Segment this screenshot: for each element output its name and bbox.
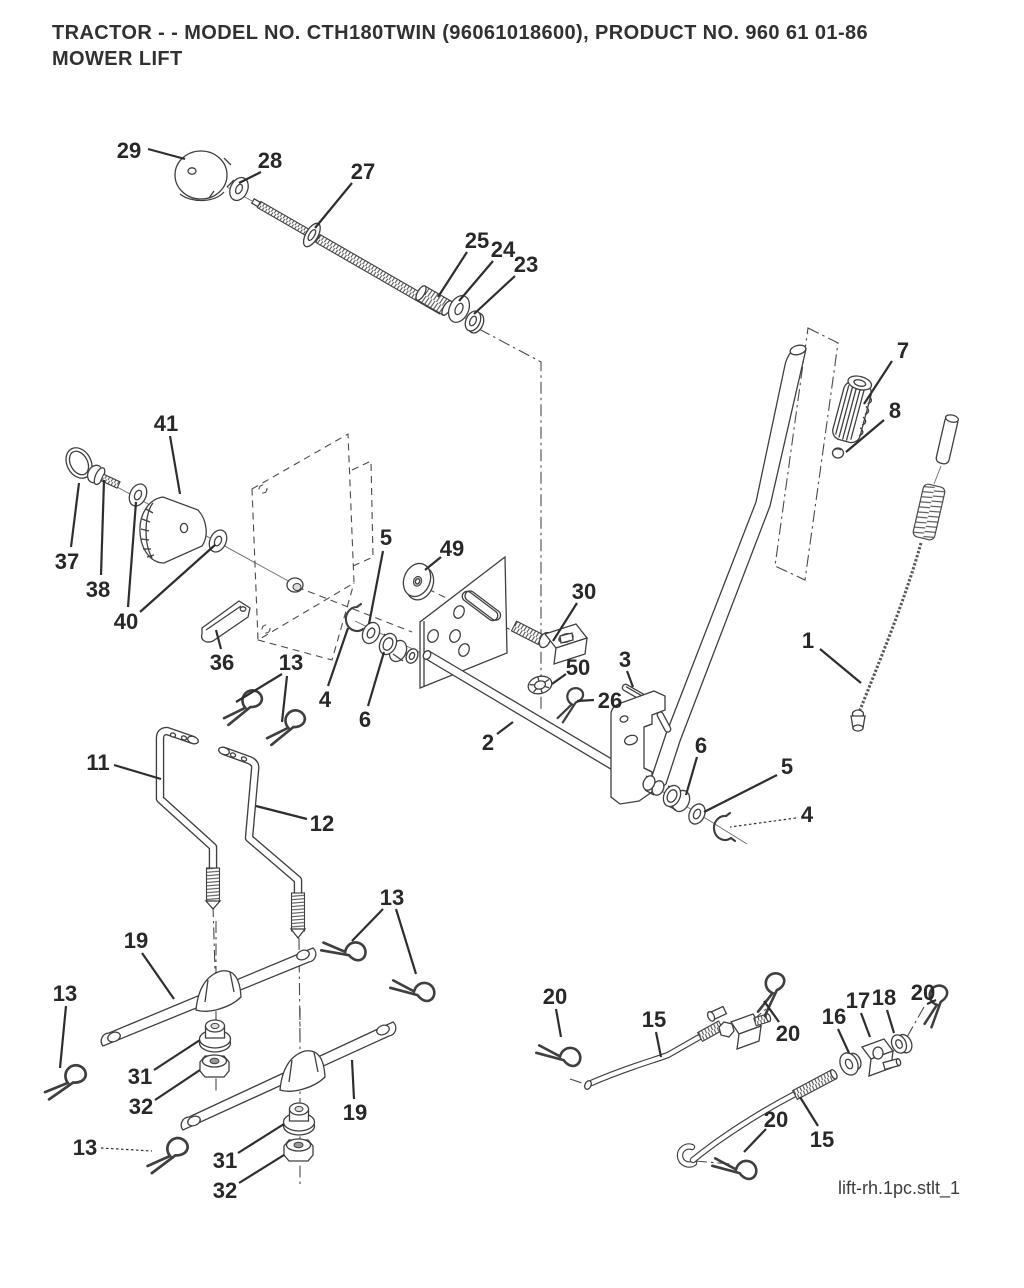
callout-leader-16	[838, 1029, 849, 1053]
part-label-29: 29	[116, 138, 142, 163]
part-40-washer-a	[126, 481, 150, 509]
callout-leader-13	[236, 674, 282, 702]
part-label-24: 24	[490, 237, 516, 262]
callout-leader-5	[704, 775, 777, 812]
callout-leader-13	[396, 909, 416, 974]
part-label-23: 23	[513, 252, 539, 277]
part-32-nut-lower	[284, 1139, 313, 1161]
part-label-13: 13	[52, 981, 78, 1006]
part-7-grip	[831, 373, 877, 445]
part-label-18: 18	[871, 985, 897, 1010]
part-label-25: 25	[464, 228, 490, 253]
callout-leader-32	[239, 1155, 284, 1183]
part-label-19: 19	[123, 928, 149, 953]
callout-leader-6	[368, 652, 384, 706]
part-label-30: 30	[571, 579, 597, 604]
callout-leader-40	[128, 502, 136, 607]
part-31-bushing-lower	[284, 1103, 315, 1135]
part-label-20: 20	[763, 1107, 789, 1132]
part-label-13: 13	[278, 650, 304, 675]
part-label-13: 13	[72, 1135, 98, 1160]
part-label-31: 31	[127, 1064, 153, 1089]
callout-leader-2	[497, 722, 513, 734]
part-label-50: 50	[565, 655, 591, 680]
callout-leader-25	[438, 252, 467, 297]
part-label-11: 11	[86, 750, 110, 775]
callout-leader-24	[459, 261, 493, 301]
part-label-31: 31	[212, 1148, 238, 1173]
callout-leader-13	[60, 1006, 66, 1068]
part-label-15: 15	[641, 1007, 667, 1032]
part-label-40: 40	[113, 609, 139, 634]
callout-leader-20	[556, 1009, 561, 1037]
part-label-5: 5	[379, 525, 393, 550]
part-label-26: 26	[597, 688, 623, 713]
part-label-28: 28	[257, 148, 283, 173]
part-36-bracket	[202, 601, 250, 642]
part-label-20: 20	[775, 1021, 801, 1046]
part-label-32: 32	[212, 1178, 238, 1203]
callout-leader-11	[114, 765, 161, 779]
callout-leader-4	[730, 818, 796, 827]
part-label-20: 20	[910, 980, 936, 1005]
part-13-clip	[266, 708, 305, 748]
callout-leader-20	[744, 1129, 766, 1152]
phantom-mount-plate	[252, 434, 373, 660]
part-16-nut	[836, 1049, 864, 1079]
part-label-38: 38	[85, 577, 111, 602]
part-13-clip	[147, 1134, 189, 1177]
part-1-lift-link	[851, 414, 959, 731]
part-label-1: 1	[801, 628, 815, 653]
callout-leader-26	[577, 700, 594, 701]
callout-leader-49	[425, 557, 441, 570]
callout-leader-19	[352, 1060, 354, 1099]
drawing-reference: lift-rh.1pc.stlt_1	[838, 1178, 961, 1198]
part-8-plug	[833, 448, 844, 458]
part-20-clip	[534, 1030, 584, 1079]
part-label-4: 4	[318, 687, 332, 712]
part-26-clip	[552, 687, 588, 724]
callout-leader-41	[170, 436, 180, 494]
part-32-nut-upper	[200, 1055, 229, 1077]
part-13-clip	[388, 965, 438, 1014]
callout-leader-17	[861, 1013, 870, 1037]
callout-leader-4	[328, 628, 348, 686]
callout-leader-1	[820, 649, 861, 683]
part-27-lift-rod	[247, 190, 454, 325]
part-label-17: 17	[845, 988, 871, 1013]
part-41-cam-knob	[140, 497, 206, 563]
callout-leader-18	[887, 1010, 894, 1033]
part-31-bushing-upper	[200, 1020, 231, 1052]
callout-leader-50	[552, 674, 566, 684]
part-49-disc	[398, 559, 439, 604]
part-label-6: 6	[694, 733, 708, 758]
part-label-7: 7	[896, 338, 910, 363]
callout-leader-6	[686, 757, 697, 795]
part-50-push-nut	[526, 674, 554, 697]
page-title-line1: TRACTOR - - MODEL NO. CTH180TWIN (96061018600), PRODUCT NO. 960 61 01-86	[52, 22, 869, 44]
part-label-19: 19	[342, 1100, 368, 1125]
part-11-link	[160, 731, 220, 909]
part-label-32: 32	[128, 1094, 154, 1119]
part-20-clip	[710, 1143, 760, 1192]
part-label-13: 13	[379, 885, 405, 910]
part-4-retainer-right	[714, 813, 735, 841]
callout-leader-31	[238, 1124, 284, 1153]
part-label-2: 2	[481, 730, 495, 755]
part-label-20: 20	[542, 984, 568, 1009]
callout-leader-5	[369, 551, 383, 624]
part-4-retainer-left	[346, 604, 367, 632]
part-label-36: 36	[209, 650, 235, 675]
part-13-clip	[223, 688, 262, 728]
callout-leader-37	[71, 483, 79, 547]
part-label-41: 41	[153, 411, 179, 436]
part-label-15: 15	[809, 1127, 835, 1152]
callout-leader-29	[148, 149, 185, 159]
part-label-8: 8	[888, 398, 902, 423]
callout-leader-38	[101, 480, 104, 575]
part-label-37: 37	[54, 549, 80, 574]
part-label-3: 3	[618, 647, 632, 672]
part-5-washer-right	[686, 801, 708, 826]
part-label-12: 12	[309, 811, 335, 836]
callout-leader-15	[800, 1097, 818, 1126]
lift-lever-tube	[646, 344, 807, 793]
callout-leader-12	[256, 806, 307, 819]
part-label-5: 5	[780, 754, 794, 779]
callout-leader-32	[155, 1070, 200, 1100]
callout-leader-31	[154, 1040, 200, 1070]
part-label-27: 27	[350, 159, 376, 184]
part-label-16: 16	[821, 1004, 847, 1029]
callout-leader-23	[474, 276, 515, 314]
part-15-rod-upper	[583, 1006, 771, 1091]
page-title-line2: MOWER LIFT	[52, 48, 183, 70]
part-label-49: 49	[439, 536, 465, 561]
part-5-washer-left	[359, 620, 383, 647]
part-13-clip	[44, 1061, 87, 1105]
callout-leader-27	[315, 183, 352, 228]
callout-leader-13	[352, 909, 383, 941]
part-label-6: 6	[358, 707, 372, 732]
callout-leader-15	[656, 1032, 661, 1057]
callout-leader-13	[101, 1148, 152, 1151]
part-label-4: 4	[800, 802, 814, 827]
callout-layer	[53, 138, 936, 1203]
callout-leader-19	[142, 953, 174, 999]
alignment-lines	[108, 187, 941, 1186]
part-12-link	[218, 746, 305, 938]
